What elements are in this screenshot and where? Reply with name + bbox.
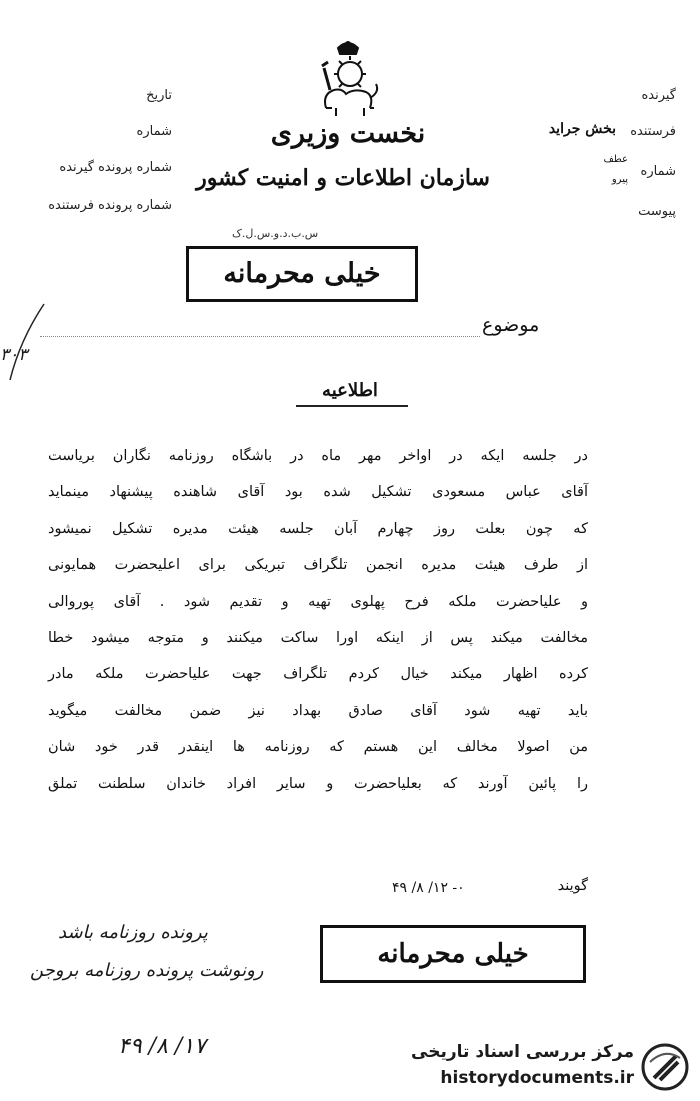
organization-title: سازمان اطلاعات و امنیت کشور <box>196 165 490 191</box>
sender-value: بخش جراید <box>548 121 616 137</box>
archive-watermark <box>402 1040 696 1096</box>
handwritten-side-number: ۳۰۳ <box>0 345 28 365</box>
body-line: را پائین آورند که بعلیاحضرت و سایر افراد خاندان سلطنت تملق <box>48 775 588 792</box>
lion-and-sun-emblem-icon <box>312 38 384 122</box>
stamp-note: س.ب.د.و.س.ل.ک <box>232 227 319 240</box>
body-line: و علیاحضرت ملکه فرح پهلوی تهیه و تقدیم شود . آقای پوروالی <box>48 593 588 610</box>
body-line: آقای عباس مسعودی تشکیل شده بود آقای شاهنده پیشنهاد مینماید <box>48 484 588 501</box>
margin-mark-icon <box>0 300 50 440</box>
sender-label: فرستنده <box>630 124 676 139</box>
watermark-url: historydocuments.ir <box>440 1068 634 1088</box>
body-line: کرده اظهار میکند خیال کردم تلگراف جهت علیاحضرت ملکه مادر <box>48 666 588 683</box>
number-label-left: شماره <box>136 124 172 139</box>
subject-dotted-line <box>40 336 480 337</box>
sender-file-label: شماره پرونده فرستنده <box>48 198 172 213</box>
written-date: ۰- ۱۲/ ۸/ ۴۹ <box>392 880 465 896</box>
handwritten-note-line1: پرونده روزنامه باشد <box>58 922 208 943</box>
notice-title: اطلاعیه <box>322 380 378 401</box>
date-label: تاریخ <box>146 88 172 103</box>
body-text <box>48 438 588 802</box>
subject-label: موضوع <box>482 314 540 336</box>
notice-underline <box>296 405 408 407</box>
body-line: در جلسه ایکه در اواخر مهر ماه در باشگاه روزنامه نگاران بریاست <box>48 448 588 464</box>
attachment-label: پیوست <box>638 204 676 219</box>
body-line: باید تهیه شود آقای صادق بهداد نیز ضمن مخالفت میگوید <box>48 702 588 719</box>
archive-logo-icon <box>640 1042 690 1092</box>
classification-stamp-top: خیلی محرمانه <box>186 246 418 302</box>
number-note-top: عطف <box>603 154 628 165</box>
body-line: من اصولا مخالف این هستم که روزنامه ها اینقدر قدر خود شان <box>48 739 588 756</box>
classification-stamp-bottom: خیلی محرمانه <box>320 925 586 983</box>
watermark-text: مرکز بررسی اسناد تاریخی <box>411 1042 634 1062</box>
body-line: که چون بعلت روز چهارم آبان جلسه هیئت مدیره تشکیل نمیشود <box>48 520 588 537</box>
ministry-title: نخست وزیری <box>270 118 426 149</box>
number-note-bottom: پیرو <box>611 174 628 185</box>
body-line: از طرف هیئت مدیره انجمن تلگراف تبریکی برای اعلیحضرت همایونی <box>48 557 588 574</box>
recipient-file-label: شماره پرونده گیرنده <box>59 160 172 175</box>
number-label-right: شماره <box>640 164 676 179</box>
body-line-last: گویند <box>557 878 588 894</box>
handwritten-note-line2: رونوشت پرونده روزنامه بروجن <box>30 960 264 981</box>
handwritten-date: ۱۷/ ۸/ ۴۹ <box>118 1034 206 1059</box>
body-line: مخالفت میکند پس از اینکه اورا ساکت میکنند و متوجه میشود خطا <box>48 630 588 647</box>
recipient-label: گیرنده <box>641 88 676 103</box>
